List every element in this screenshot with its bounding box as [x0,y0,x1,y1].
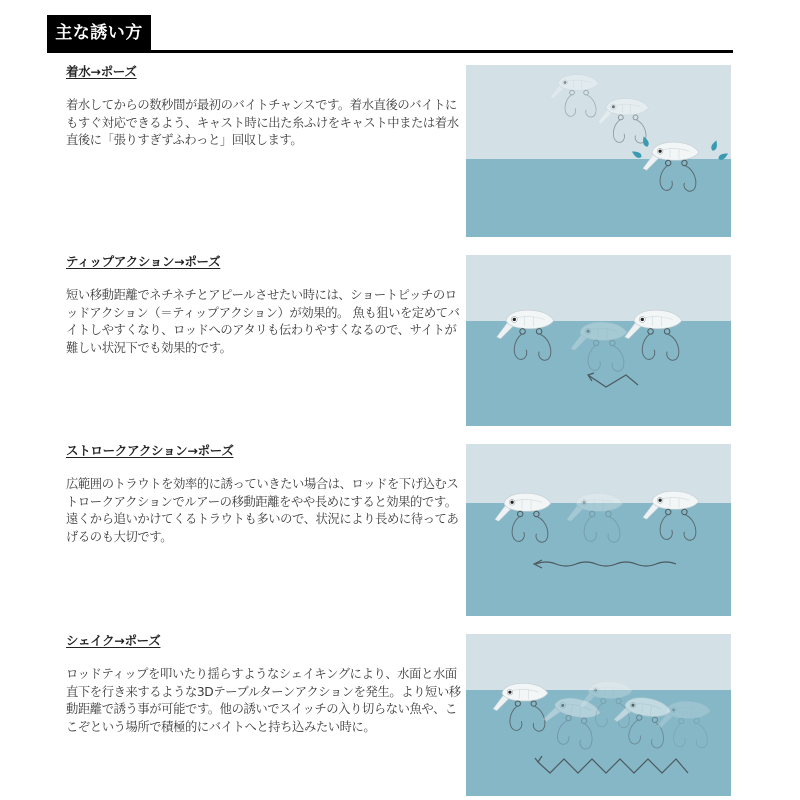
method-tip-action-pause [66,253,466,357]
method-title: ストロークアクション→ポーズ [66,443,234,458]
section-title: 主な誘い方 [47,15,151,51]
method-shake-pause [66,632,466,736]
lure-shake-illustration [466,634,731,796]
lure-tip-action-illustration [466,255,731,426]
method-splashdown-pause [66,63,466,150]
method-title: 着水→ポーズ [66,64,137,79]
method-description: 着水してからの数秒間が最初のバイトチャンスです。着水直後のバイトにもすぐ対応できるよう、キャスト時に出た糸ふけをキャスト中または着水直後に「張りすぎずふわっと」回収します。 [66,98,459,147]
method-stroke-action-pause [66,442,466,546]
lure-tip-action-image [466,255,731,426]
method-title: ティップアクション→ポーズ [66,254,221,269]
method-description: 短い移動距離でネチネチとアピールさせたい時には、ショートピッチのロッドアクション（＝ティップアクション）が効果的。 魚も狙いを定めてバイトしやすくなり、ロッドへのアタリも伝わりやすくなるので、サイトが難しい状況下でも効果的です。 [66,288,460,355]
lure-splashdown-image [466,65,731,237]
method-description: 広範囲のトラウトを効率的に誘っていきたい場合は、ロッドを下げ込むストロークアクションでルアーの移動距離をやや長めにすると効果的です。遠くから追いかけてくるトラウトも多いので、状況により長めに待ってあげるのも大切です。 [66,477,459,544]
method-title: シェイク→ポーズ [66,633,161,648]
section-header [47,15,733,53]
lure-stroke-action-image [466,444,731,616]
lure-shake-image [466,634,731,796]
lure-stroke-action-illustration [466,444,731,616]
lure-splashdown-illustration [466,65,731,237]
method-description: ロッドティップを叩いたり揺らすようなシェイキングにより、水面と水面直下を行き来するような3Dテーブルターンアクションを発生。より短い移動距離で誘う事が可能です。他の誘いでスイッチの入り切らない魚や、ここぞという場所で積極的にバイトへと持ち込みたい時に。 [66,667,461,734]
